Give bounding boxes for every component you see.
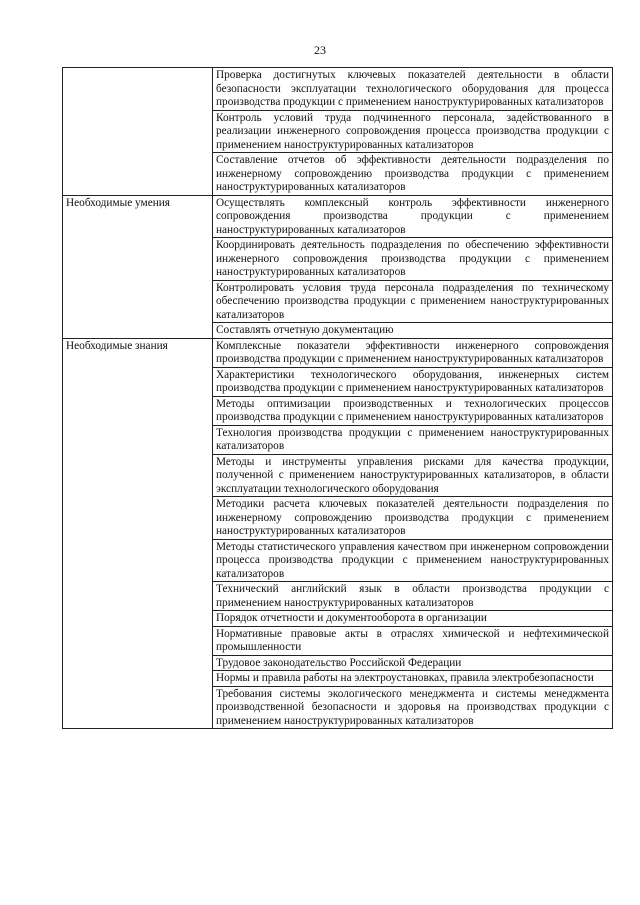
requirement-item: Методы статистического управления качеством при инженерном сопровождении процесса производства продукции с применением наноструктурированных катализаторов: [213, 539, 613, 582]
requirement-item: Методики расчета ключевых показателей деятельности подразделения по инженерному сопровождению производства продукции с применением наноструктурированных катализаторов: [213, 497, 613, 540]
page-number: 23: [314, 43, 326, 57]
table-row: [63, 68, 613, 111]
requirement-item: Характеристики технологического оборудования, инженерных систем производства продукции с применением наноструктурированных катализаторов: [213, 367, 613, 396]
requirement-item: Комплексные показатели эффективности инженерного сопровождения производства продукции с применением наноструктурированных катализаторов: [213, 338, 613, 367]
requirement-item: Нормы и правила работы на электроустановках, правила электробезопасности: [213, 671, 613, 687]
requirement-item: Проверка достигнутых ключевых показателей деятельности в области безопасности эксплуатации технологического оборудования для процесса производства продукции с применением наноструктурированных катализаторов: [213, 68, 613, 111]
requirement-item: Методы оптимизации производственных и технологических процессов производства продукции с применением наноструктурированных катализаторов: [213, 396, 613, 425]
competency-table-body: [63, 68, 613, 729]
section-label: [63, 68, 213, 196]
requirement-item: Технология производства продукции с применением наноструктурированных катализаторов: [213, 425, 613, 454]
requirement-item: Координировать деятельность подразделения по обеспечению эффективности инженерного сопровождения производства продукции с применением наноструктурированных катализаторов: [213, 238, 613, 281]
requirement-item: Составлять отчетную документацию: [213, 323, 613, 339]
requirement-item: Нормативные правовые акты в отраслях химической и нефтехимической промышленности: [213, 626, 613, 655]
section-label: Необходимые знания: [63, 338, 213, 729]
table-row: [63, 195, 613, 238]
requirement-item: Методы и инструменты управления рисками для качества продукции, полученной с применением наноструктурированных катализаторов, в области эксплуатации технологического оборудования: [213, 454, 613, 497]
requirement-item: Трудовое законодательство Российской Федерации: [213, 655, 613, 671]
requirement-item: Контролировать условия труда персонала подразделения по техническому обеспечению производства продукции с применением наноструктурированных катализаторов: [213, 280, 613, 323]
table-row: [63, 338, 613, 367]
requirement-item: Технический английский язык в области производства продукции с применением наноструктурированных катализаторов: [213, 582, 613, 611]
requirement-item: Порядок отчетности и документооборота в организации: [213, 611, 613, 627]
requirement-item: Осуществлять комплексный контроль эффективности инженерного сопровождения производства продукции с применением наноструктурированных катализаторов: [213, 195, 613, 238]
requirement-item: Составление отчетов об эффективности деятельности подразделения по инженерному сопровождению производства продукции с применением наноструктурированных катализаторов: [213, 153, 613, 196]
competency-table: [62, 67, 613, 729]
requirement-item: Требования системы экологического менеджмента и системы менеджмента производственной безопасности и здоровья на производствах продукции с применением наноструктурированных катализаторов: [213, 686, 613, 729]
requirement-item: Контроль условий труда подчиненного персонала, задействованного в реализации инженерного сопровождения процесса производства продукции с применением наноструктурированных катализаторов: [213, 110, 613, 153]
section-label: Необходимые умения: [63, 195, 213, 338]
